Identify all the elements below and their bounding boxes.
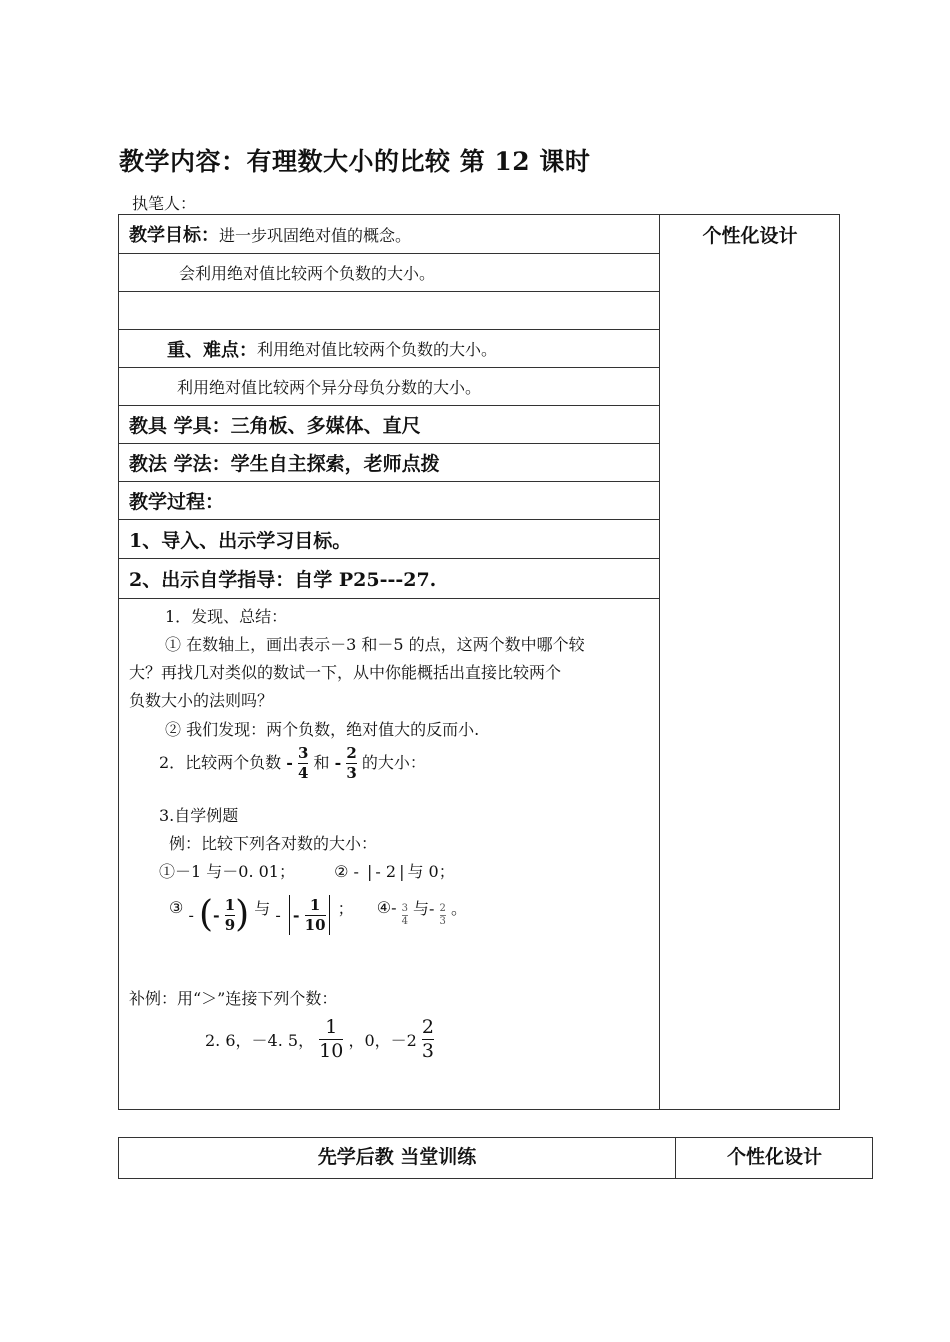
methods-text: 教法 学法：学生自主探索，老师点拨 xyxy=(129,453,440,475)
example-1-2 xyxy=(159,859,455,882)
tools-text: 教具 学具：三角板、多媒体、直尺 xyxy=(129,415,421,437)
numerator: 3 xyxy=(401,902,408,914)
personalized-design-header-2: 个性化设计 xyxy=(726,1146,822,1168)
row-process xyxy=(119,482,659,520)
and-text: 和 xyxy=(313,753,330,772)
semicolon: ； xyxy=(337,898,354,918)
example-intro: 例：比较下列各对数的大小： xyxy=(169,834,378,853)
numerator: 3 xyxy=(298,744,309,762)
denominator: 3 xyxy=(346,764,357,782)
numerator: 2 xyxy=(346,744,357,762)
example-3-4 xyxy=(169,895,467,935)
example-3-label: ③ xyxy=(169,897,184,917)
numbers-text: 2. 6，－4. 5， xyxy=(205,1031,315,1050)
fraction-1-9 xyxy=(224,895,236,934)
compare-task-text: 2．比较两个负数 xyxy=(159,753,282,772)
row-goal-2 xyxy=(119,254,659,292)
example-1: ①－1 与－0. 01； xyxy=(159,862,295,881)
fraction-3-4 xyxy=(298,746,308,781)
right-paren: ) xyxy=(235,894,250,935)
denominator: 4 xyxy=(298,764,309,782)
discovery-heading: 1．发现、总结： xyxy=(165,607,288,626)
intro-text: 1、导入、出示学习目标。 xyxy=(129,529,352,552)
process-text: 教学过程： xyxy=(129,491,225,513)
denominator: 9 xyxy=(224,915,236,934)
numerator: 2 xyxy=(421,1016,435,1038)
fraction-3-4-small xyxy=(402,904,408,927)
row-methods xyxy=(119,444,659,482)
example-2-inner: - 2 xyxy=(375,862,397,881)
practice-header: 先学后教 当堂训练 xyxy=(317,1146,477,1168)
number-line-task-line-1: ① 在数轴上，画出表示－3 和－5 的点，这两个数中哪个较 xyxy=(165,635,585,654)
row-tools xyxy=(119,406,659,444)
personalized-design-header: 个性化设计 xyxy=(702,225,798,247)
compare-fractions-task xyxy=(159,746,426,781)
row-intro xyxy=(119,520,659,559)
self-study-text: 2、出示自学指导：自学 P25---27. xyxy=(129,569,437,591)
fraction-1-10 xyxy=(304,895,326,934)
row-self-study xyxy=(119,559,659,599)
numerator: 1 xyxy=(325,1016,338,1038)
minus-sign: - xyxy=(212,905,220,925)
fraction-1-10-large xyxy=(319,1018,343,1061)
fraction-2-3-small xyxy=(440,904,446,927)
numerator: 1 xyxy=(224,895,236,914)
minus-sign: - xyxy=(275,905,281,925)
minus-sign: - xyxy=(188,905,194,925)
key-points-text: 利用绝对值比较两个负数的大小。 xyxy=(257,340,498,359)
compare-task-suffix: 的大小： xyxy=(361,753,426,772)
numbers-text-2: ，0，－2 xyxy=(348,1031,417,1050)
example-4-label: ④- xyxy=(376,897,397,917)
difficulty-text: 利用绝对值比较两个异分母负分数的大小。 xyxy=(177,378,482,397)
number-line-task-line-3: 负数大小的法则吗？ xyxy=(129,691,274,710)
supplementary-example: 补例：用“＞”连接下列个数： xyxy=(129,989,338,1008)
column-divider xyxy=(659,215,660,1109)
abs-bar-left: | xyxy=(367,862,373,881)
numerator: 2 xyxy=(439,902,446,914)
abs-bar-left xyxy=(289,895,290,935)
row-difficulty xyxy=(119,368,659,406)
goal-2-text: 会利用绝对值比较两个负数的大小。 xyxy=(179,264,436,283)
minus-sign: - xyxy=(286,753,293,772)
lesson-plan-table xyxy=(118,214,840,1110)
numerator: 1 xyxy=(309,895,321,914)
minus-sign: - xyxy=(334,753,342,772)
period: 。 xyxy=(451,898,468,918)
row-teaching-goal xyxy=(119,215,659,254)
fraction-2-3 xyxy=(346,746,356,781)
denominator: 3 xyxy=(421,1040,435,1062)
minus-sign: - xyxy=(292,905,300,925)
teaching-goal-label: 教学目标： xyxy=(129,225,219,246)
denominator: 10 xyxy=(304,915,326,934)
key-points-label: 重、难点： xyxy=(167,339,257,361)
teaching-goal-text: 进一步巩固绝对值的概念。 xyxy=(219,225,412,245)
self-study-examples-heading: 3.自学例题 xyxy=(159,806,239,825)
ordering-numbers xyxy=(205,1018,434,1061)
row-empty xyxy=(119,292,659,330)
example-2-suffix: 与 0； xyxy=(407,862,455,881)
author-label: 执笔人： xyxy=(132,194,197,213)
denominator: 4 xyxy=(401,915,408,927)
page-title: 教学内容：有理数大小的比较 第 12 课时 xyxy=(119,147,591,176)
fraction-2-3-large xyxy=(422,1018,434,1061)
abs-bar-right: | xyxy=(399,862,405,881)
practice-table xyxy=(118,1137,873,1179)
number-line-task-line-2: 大？再找几对类似的数试一下，从中你能概括出直接比较两个 xyxy=(129,663,562,682)
denominator: 10 xyxy=(319,1040,344,1062)
with-text: 与- xyxy=(413,898,435,918)
row-key-points xyxy=(119,330,659,368)
discovery-conclusion: ② 我们发现：两个负数，绝对值大的反而小. xyxy=(165,720,480,739)
with-text: 与 xyxy=(254,898,271,918)
denominator: 3 xyxy=(439,915,446,927)
left-paren: ( xyxy=(198,894,213,935)
abs-bar-right xyxy=(329,895,330,935)
example-2-prefix: ② - xyxy=(334,862,359,881)
